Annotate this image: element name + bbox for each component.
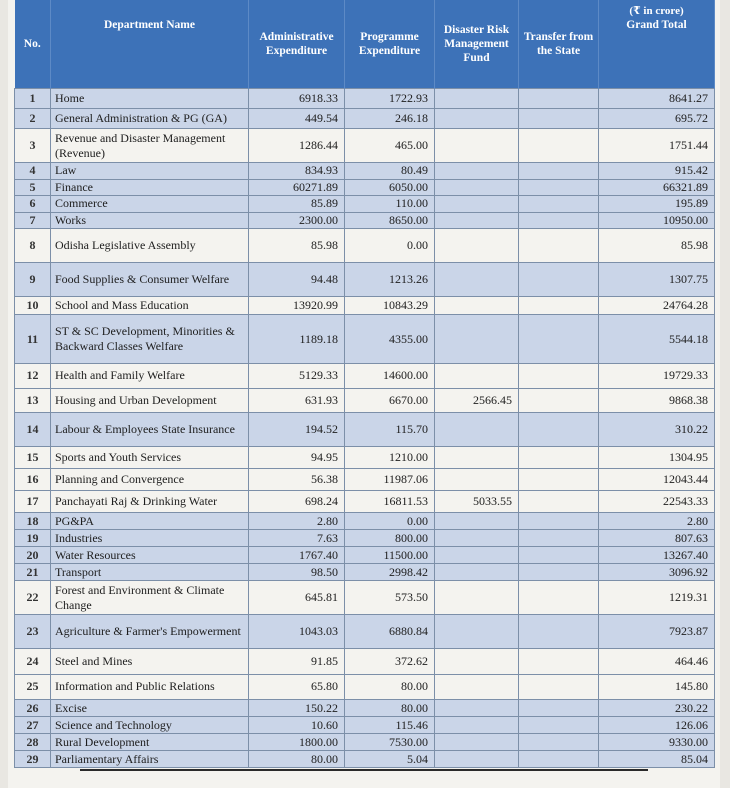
- transfer-from-state: [519, 89, 599, 109]
- row-number: 25: [15, 674, 51, 700]
- transfer-from-state: [519, 196, 599, 213]
- disaster-risk-fund: [435, 581, 519, 615]
- department-name: Housing and Urban Development: [51, 388, 249, 413]
- disaster-risk-fund: [435, 109, 519, 129]
- administrative-expenditure: 2.80: [249, 513, 345, 530]
- administrative-expenditure: 7.63: [249, 530, 345, 547]
- table-row: [15, 212, 715, 229]
- table-row: [15, 364, 715, 389]
- grand-total: 24764.28: [599, 297, 715, 315]
- disaster-risk-fund: [435, 364, 519, 389]
- row-number: 26: [15, 700, 51, 717]
- administrative-expenditure: 85.98: [249, 229, 345, 263]
- grand-total: 66321.89: [599, 179, 715, 196]
- administrative-expenditure: 2300.00: [249, 212, 345, 229]
- department-name: Rural Development: [51, 734, 249, 751]
- department-name: Science and Technology: [51, 717, 249, 734]
- programme-expenditure: 246.18: [345, 109, 435, 129]
- row-number: 28: [15, 734, 51, 751]
- row-number: 14: [15, 413, 51, 447]
- table-row: [15, 388, 715, 413]
- department-name: Food Supplies & Consumer Welfare: [51, 263, 249, 297]
- grand-total: 145.80: [599, 674, 715, 700]
- department-name: Steel and Mines: [51, 649, 249, 675]
- transfer-from-state: [519, 263, 599, 297]
- transfer-from-state: [519, 717, 599, 734]
- department-name: Odisha Legislative Assembly: [51, 229, 249, 263]
- row-number: 12: [15, 364, 51, 389]
- programme-expenditure: 4355.00: [345, 315, 435, 364]
- table-row: [15, 547, 715, 564]
- programme-expenditure: 110.00: [345, 196, 435, 213]
- administrative-expenditure: 65.80: [249, 674, 345, 700]
- table-row: [15, 315, 715, 364]
- table-row: [15, 263, 715, 297]
- table-row: [15, 196, 715, 213]
- table-row: [15, 163, 715, 180]
- department-name: School and Mass Education: [51, 297, 249, 315]
- programme-expenditure: 1213.26: [345, 263, 435, 297]
- table-row: [15, 734, 715, 751]
- administrative-expenditure: 449.54: [249, 109, 345, 129]
- row-number: 21: [15, 564, 51, 581]
- disaster-risk-fund: [435, 615, 519, 649]
- administrative-expenditure: 91.85: [249, 649, 345, 675]
- transfer-from-state: [519, 388, 599, 413]
- administrative-expenditure: 94.95: [249, 447, 345, 469]
- grand-total: 13267.40: [599, 547, 715, 564]
- administrative-expenditure: 698.24: [249, 491, 345, 513]
- department-name: Commerce: [51, 196, 249, 213]
- administrative-expenditure: 150.22: [249, 700, 345, 717]
- transfer-from-state: [519, 674, 599, 700]
- header-programme-expenditure: Programme Expenditure: [345, 0, 435, 89]
- table-row: [15, 615, 715, 649]
- row-number: 1: [15, 89, 51, 109]
- table-row: [15, 109, 715, 129]
- administrative-expenditure: 1189.18: [249, 315, 345, 364]
- disaster-risk-fund: [435, 263, 519, 297]
- grand-total: 2.80: [599, 513, 715, 530]
- programme-expenditure: 372.62: [345, 649, 435, 675]
- grand-total: 310.22: [599, 413, 715, 447]
- grand-total-label: Grand Total: [626, 19, 687, 31]
- grand-total: 1751.44: [599, 129, 715, 163]
- row-number: 2: [15, 109, 51, 129]
- programme-expenditure: 1722.93: [345, 89, 435, 109]
- table-row: [15, 513, 715, 530]
- row-number: 13: [15, 388, 51, 413]
- row-number: 4: [15, 163, 51, 180]
- programme-expenditure: 6670.00: [345, 388, 435, 413]
- disaster-risk-fund: [435, 129, 519, 163]
- programme-expenditure: 2998.42: [345, 564, 435, 581]
- grand-total: 19729.33: [599, 364, 715, 389]
- programme-expenditure: 115.46: [345, 717, 435, 734]
- header-transfer-from-state: Transfer from the State: [519, 0, 599, 89]
- header-administrative-expenditure: Administrative Expenditure: [249, 0, 345, 89]
- grand-total: 195.89: [599, 196, 715, 213]
- grand-total: 85.98: [599, 229, 715, 263]
- row-number: 8: [15, 229, 51, 263]
- programme-expenditure: 8650.00: [345, 212, 435, 229]
- department-name: Law: [51, 163, 249, 180]
- unit-note: (₹ in crore): [629, 5, 684, 17]
- administrative-expenditure: 834.93: [249, 163, 345, 180]
- table-row: [15, 469, 715, 491]
- header-no: No.: [15, 0, 51, 89]
- programme-expenditure: 80.00: [345, 700, 435, 717]
- department-name: Planning and Convergence: [51, 469, 249, 491]
- row-number: 5: [15, 179, 51, 196]
- table-header: [15, 0, 715, 89]
- footer-rule: [80, 769, 648, 771]
- programme-expenditure: 800.00: [345, 530, 435, 547]
- row-number: 15: [15, 447, 51, 469]
- department-name: Health and Family Welfare: [51, 364, 249, 389]
- disaster-risk-fund: [435, 229, 519, 263]
- disaster-risk-fund: [435, 179, 519, 196]
- grand-total: 1307.75: [599, 263, 715, 297]
- disaster-risk-fund: [435, 674, 519, 700]
- table-row: [15, 229, 715, 263]
- disaster-risk-fund: [435, 447, 519, 469]
- grand-total: 5544.18: [599, 315, 715, 364]
- administrative-expenditure: 194.52: [249, 413, 345, 447]
- row-number: 7: [15, 212, 51, 229]
- administrative-expenditure: 98.50: [249, 564, 345, 581]
- department-name: Revenue and Disaster Management (Revenue): [51, 129, 249, 163]
- programme-expenditure: 11500.00: [345, 547, 435, 564]
- disaster-risk-fund: [435, 469, 519, 491]
- grand-total: 1219.31: [599, 581, 715, 615]
- transfer-from-state: [519, 163, 599, 180]
- transfer-from-state: [519, 315, 599, 364]
- row-number: 23: [15, 615, 51, 649]
- department-name: Excise: [51, 700, 249, 717]
- transfer-from-state: [519, 109, 599, 129]
- table-row: [15, 717, 715, 734]
- row-number: 24: [15, 649, 51, 675]
- grand-total: 7923.87: [599, 615, 715, 649]
- row-number: 10: [15, 297, 51, 315]
- programme-expenditure: 80.49: [345, 163, 435, 180]
- administrative-expenditure: 56.38: [249, 469, 345, 491]
- department-name: General Administration & PG (GA): [51, 109, 249, 129]
- administrative-expenditure: 80.00: [249, 751, 345, 768]
- department-name: Labour & Employees State Insurance: [51, 413, 249, 447]
- department-name: Forest and Environment & Climate Change: [51, 581, 249, 615]
- row-number: 29: [15, 751, 51, 768]
- transfer-from-state: [519, 129, 599, 163]
- department-name: Home: [51, 89, 249, 109]
- transfer-from-state: [519, 229, 599, 263]
- administrative-expenditure: 1043.03: [249, 615, 345, 649]
- programme-expenditure: 573.50: [345, 581, 435, 615]
- row-number: 18: [15, 513, 51, 530]
- table-row: [15, 447, 715, 469]
- header-disaster-risk-management-fund: Disaster Risk Management Fund: [435, 0, 519, 89]
- table-row: [15, 674, 715, 700]
- table-row: [15, 564, 715, 581]
- disaster-risk-fund: [435, 297, 519, 315]
- department-name: Sports and Youth Services: [51, 447, 249, 469]
- disaster-risk-fund: [435, 649, 519, 675]
- administrative-expenditure: 645.81: [249, 581, 345, 615]
- programme-expenditure: 80.00: [345, 674, 435, 700]
- administrative-expenditure: 94.48: [249, 263, 345, 297]
- administrative-expenditure: 631.93: [249, 388, 345, 413]
- disaster-risk-fund: [435, 547, 519, 564]
- table-row: [15, 413, 715, 447]
- disaster-risk-fund: [435, 751, 519, 768]
- transfer-from-state: [519, 751, 599, 768]
- table-row: [15, 297, 715, 315]
- disaster-risk-fund: [435, 717, 519, 734]
- disaster-risk-fund: [435, 564, 519, 581]
- row-number: 16: [15, 469, 51, 491]
- row-number: 22: [15, 581, 51, 615]
- disaster-risk-fund: [435, 513, 519, 530]
- programme-expenditure: 11987.06: [345, 469, 435, 491]
- grand-total: 12043.44: [599, 469, 715, 491]
- table-row: [15, 700, 715, 717]
- department-name: Industries: [51, 530, 249, 547]
- department-name: Panchayati Raj & Drinking Water: [51, 491, 249, 513]
- programme-expenditure: 465.00: [345, 129, 435, 163]
- transfer-from-state: [519, 734, 599, 751]
- disaster-risk-fund: [435, 530, 519, 547]
- administrative-expenditure: 1800.00: [249, 734, 345, 751]
- transfer-from-state: [519, 700, 599, 717]
- grand-total: 85.04: [599, 751, 715, 768]
- grand-total: 126.06: [599, 717, 715, 734]
- disaster-risk-fund: [435, 700, 519, 717]
- grand-total: 3096.92: [599, 564, 715, 581]
- administrative-expenditure: 13920.99: [249, 297, 345, 315]
- transfer-from-state: [519, 364, 599, 389]
- row-number: 11: [15, 315, 51, 364]
- transfer-from-state: [519, 491, 599, 513]
- programme-expenditure: 0.00: [345, 513, 435, 530]
- disaster-risk-fund: [435, 89, 519, 109]
- grand-total: 230.22: [599, 700, 715, 717]
- transfer-from-state: [519, 649, 599, 675]
- grand-total: 915.42: [599, 163, 715, 180]
- transfer-from-state: [519, 581, 599, 615]
- administrative-expenditure: 6918.33: [249, 89, 345, 109]
- table-row: [15, 530, 715, 547]
- grand-total: 22543.33: [599, 491, 715, 513]
- department-name: Parliamentary Affairs: [51, 751, 249, 768]
- disaster-risk-fund: [435, 163, 519, 180]
- table-row: [15, 649, 715, 675]
- row-number: 19: [15, 530, 51, 547]
- programme-expenditure: 7530.00: [345, 734, 435, 751]
- table-row: [15, 179, 715, 196]
- administrative-expenditure: 85.89: [249, 196, 345, 213]
- table-row: [15, 491, 715, 513]
- row-number: 9: [15, 263, 51, 297]
- programme-expenditure: 1210.00: [345, 447, 435, 469]
- grand-total: 1304.95: [599, 447, 715, 469]
- administrative-expenditure: 1767.40: [249, 547, 345, 564]
- row-number: 17: [15, 491, 51, 513]
- disaster-risk-fund: [435, 212, 519, 229]
- row-number: 27: [15, 717, 51, 734]
- transfer-from-state: [519, 513, 599, 530]
- department-name: Agriculture & Farmer's Empowerment: [51, 615, 249, 649]
- grand-total: 9330.00: [599, 734, 715, 751]
- administrative-expenditure: 1286.44: [249, 129, 345, 163]
- department-name: Water Resources: [51, 547, 249, 564]
- programme-expenditure: 0.00: [345, 229, 435, 263]
- table-row: [15, 129, 715, 163]
- row-number: 20: [15, 547, 51, 564]
- disaster-risk-fund: 2566.45: [435, 388, 519, 413]
- transfer-from-state: [519, 564, 599, 581]
- expenditure-table: [14, 0, 715, 768]
- programme-expenditure: 6050.00: [345, 179, 435, 196]
- department-name: Transport: [51, 564, 249, 581]
- row-number: 6: [15, 196, 51, 213]
- grand-total: 8641.27: [599, 89, 715, 109]
- grand-total: 10950.00: [599, 212, 715, 229]
- header-grand-total: [599, 0, 715, 89]
- programme-expenditure: 16811.53: [345, 491, 435, 513]
- table-row: [15, 89, 715, 109]
- transfer-from-state: [519, 212, 599, 229]
- disaster-risk-fund: [435, 196, 519, 213]
- administrative-expenditure: 60271.89: [249, 179, 345, 196]
- transfer-from-state: [519, 179, 599, 196]
- transfer-from-state: [519, 530, 599, 547]
- administrative-expenditure: 10.60: [249, 717, 345, 734]
- disaster-risk-fund: 5033.55: [435, 491, 519, 513]
- disaster-risk-fund: [435, 734, 519, 751]
- disaster-risk-fund: [435, 315, 519, 364]
- transfer-from-state: [519, 547, 599, 564]
- header-department: Department Name: [51, 0, 249, 89]
- department-name: Information and Public Relations: [51, 674, 249, 700]
- disaster-risk-fund: [435, 413, 519, 447]
- department-name: Finance: [51, 179, 249, 196]
- transfer-from-state: [519, 297, 599, 315]
- programme-expenditure: 6880.84: [345, 615, 435, 649]
- programme-expenditure: 5.04: [345, 751, 435, 768]
- row-number: 3: [15, 129, 51, 163]
- table-row: [15, 581, 715, 615]
- grand-total: 695.72: [599, 109, 715, 129]
- programme-expenditure: 14600.00: [345, 364, 435, 389]
- table-body: [15, 89, 715, 768]
- department-name: PG&PA: [51, 513, 249, 530]
- grand-total: 9868.38: [599, 388, 715, 413]
- department-name: Works: [51, 212, 249, 229]
- grand-total: 807.63: [599, 530, 715, 547]
- transfer-from-state: [519, 469, 599, 491]
- transfer-from-state: [519, 615, 599, 649]
- programme-expenditure: 10843.29: [345, 297, 435, 315]
- grand-total: 464.46: [599, 649, 715, 675]
- document-page: [8, 0, 720, 788]
- table-row: [15, 751, 715, 768]
- department-name: ST & SC Development, Minorities & Backward Classes Welfare: [51, 315, 249, 364]
- transfer-from-state: [519, 413, 599, 447]
- administrative-expenditure: 5129.33: [249, 364, 345, 389]
- programme-expenditure: 115.70: [345, 413, 435, 447]
- transfer-from-state: [519, 447, 599, 469]
